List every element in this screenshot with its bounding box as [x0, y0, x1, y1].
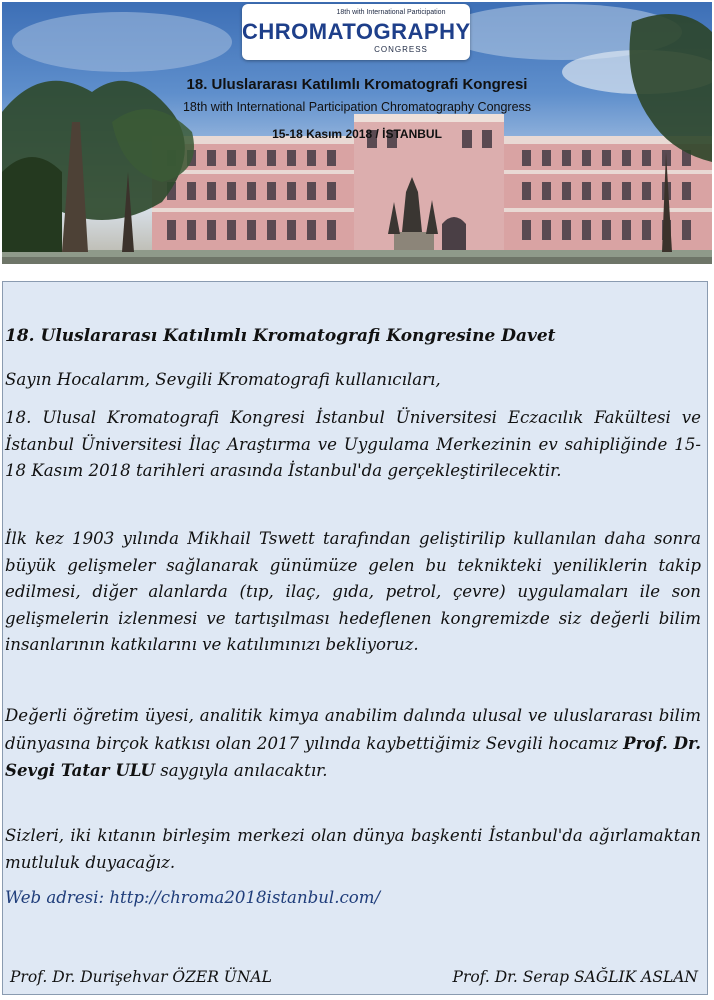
letter-greeting: Sayın Hocalarım, Sevgili Kromatografi kullanıcıları,: [5, 370, 441, 389]
p3-text-before: Değerli öğretim üyesi, analitik kimya anabilim dalında ulusal ve uluslararası bilim dünyasına birçok katkısı olan 2017 yılında kaybettiğimiz Sevgili hocamız: [5, 706, 701, 753]
honoree-name: Prof. Dr. Sevgi Tatar ULU: [5, 732, 702, 780]
logo-main-text: CHROMATOGRAPHY: [242, 19, 471, 44]
logo-top-text: 18th with International Participation: [336, 9, 446, 16]
letter-paragraph-4: Sizleri, iki kıtanın birleşim merkezi olan dünya başkenti İstanbul'da ağırlamaktan mutluluk duyacağız.: [5, 826, 701, 872]
letter-paragraph-2: İlk kez 1903 yılında Mikhail Tswett tarafından geliştirilip kullanılan daha sonra büyük gelişmeler sağlanarak günümüze gelen bu teknikteki yeniliklerin takip edilmesi, diğer alanlarda (tıp, ilaç, gıda, petrol, çevre) uygulamaları ile son gelişmelerin izlenmesi ve tartışılması hedeflenen kongremizde siz değerli bilim insanlarının katkılarını ve katılımınızı bekliyoruz.: [5, 529, 701, 654]
logo-sub-text: CONGRESS: [374, 45, 428, 54]
web-address-link[interactable]: Web adresi: http://chroma2018istanbul.com/: [5, 888, 381, 907]
letter-paragraph-1: 18. Ulusal Kromatografi Kongresi İstanbul Üniversitesi Eczacılık Fakültesi ve İstanbul Üniversitesi İlaç Araştırma ve Uygulama Merkezinin ev sahipliğinde 15-18 Kasım 2018 tarihleri arasında İstanbul'da gerçekleştirilecektir.: [5, 408, 701, 480]
signature-right: Prof. Dr. Serap SAĞLIK ASLAN: [452, 968, 698, 986]
letter-paragraph-3: [5, 703, 701, 785]
congress-banner: [2, 2, 712, 264]
banner-title-tr: 18. Uluslararası Katılımlı Kromatografi Kongresi: [186, 76, 528, 93]
signature-left: Prof. Dr. Durişehvar ÖZER ÜNAL: [10, 968, 272, 986]
banner-title-en: 18th with International Participation Chromatography Congress: [182, 100, 532, 114]
letter-heading: 18. Uluslararası Katılımlı Kromatografi Kongresine Davet: [5, 326, 556, 346]
p3-text-after: saygıyla anılacaktır.: [155, 761, 328, 780]
congress-logo: [242, 4, 470, 60]
banner-date: 15-18 Kasım 2018 / İSTANBUL: [272, 127, 442, 141]
